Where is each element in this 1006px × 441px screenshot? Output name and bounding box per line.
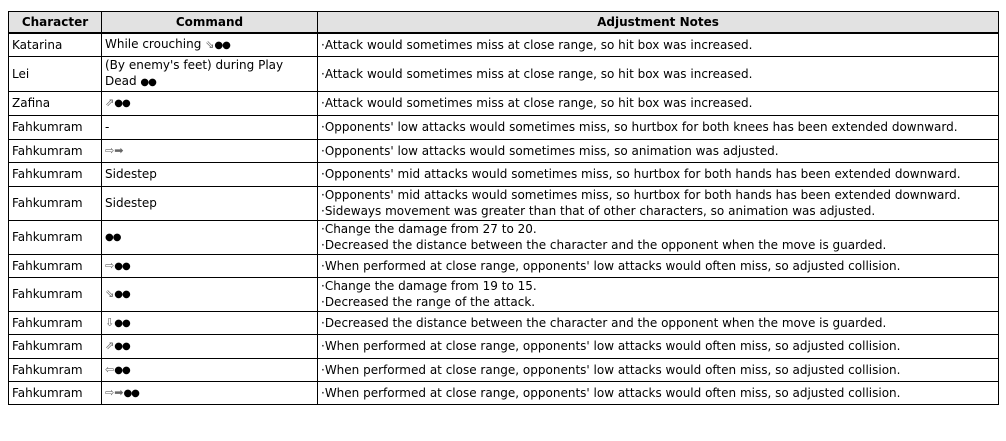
- table-row: [9, 334, 999, 358]
- adjustment-note: ·Opponents' mid attacks would sometimes miss, so hurtbox for both hands has been extended downward.: [321, 167, 961, 181]
- character-cell: Fahkumram: [9, 311, 102, 334]
- adjustment-notes-cell: [318, 186, 999, 220]
- left-kick-button-icon: ●●: [114, 289, 130, 300]
- down-forward-arrow-icon: ⇘: [205, 37, 215, 51]
- command-cell: [102, 358, 318, 381]
- adjustment-notes-cell: [318, 254, 999, 277]
- forward-arrow-icon: ⇨: [105, 258, 115, 272]
- character-cell: Fahkumram: [9, 381, 102, 404]
- command-cell: [102, 33, 318, 56]
- command-cell: [102, 56, 318, 91]
- down-arrow-icon: ⇩: [105, 315, 115, 329]
- command-notation: [140, 73, 155, 91]
- adjustment-notes-cell: [318, 33, 999, 56]
- character-cell: Fahkumram: [9, 220, 102, 254]
- table-row: [9, 381, 999, 404]
- forward-arrow-icon: ⇨: [105, 144, 115, 157]
- adjustment-table: [8, 11, 999, 405]
- command-notation: [105, 142, 123, 159]
- adjustment-notes-cell: [318, 334, 999, 358]
- command-notation: [105, 285, 130, 303]
- table-row: [9, 115, 999, 139]
- character-cell: Fahkumram: [9, 334, 102, 358]
- adjustment-notes-cell: [318, 358, 999, 381]
- adjustment-note: ·Change the damage from 19 to 15.: [321, 279, 537, 293]
- character-cell: Fahkumram: [9, 358, 102, 381]
- forward-hold-arrow-icon: ➡: [114, 385, 124, 399]
- adjustment-note: ·When performed at close range, opponents' low attacks would often miss, so adjusted collision.: [321, 339, 901, 353]
- command-cell: [102, 254, 318, 277]
- command-text: While crouching: [105, 36, 202, 51]
- character-cell: Fahkumram: [9, 115, 102, 139]
- header-command: Command: [102, 12, 318, 34]
- adjustment-note: ·Change the damage from 27 to 20.: [321, 222, 537, 236]
- command-cell: [102, 334, 318, 358]
- table-body: [9, 33, 999, 404]
- table-header-row: [9, 12, 999, 34]
- adjustment-notes-cell: [318, 277, 999, 311]
- command-text: Sidestep: [105, 196, 157, 210]
- adjustment-note: ·Decreased the distance between the character and the opponent when the move is guarded.: [321, 315, 887, 330]
- command-notation: [105, 228, 120, 246]
- adjustment-note: ·Opponents' mid attacks would sometimes miss, so hurtbox for both hands has been extended downward.: [321, 188, 961, 202]
- command-cell: [102, 381, 318, 404]
- header-character: Character: [9, 12, 102, 34]
- command-notation: [105, 384, 139, 402]
- down-forward-arrow-icon: ⇘: [105, 287, 115, 300]
- back-arrow-icon: ⇦: [105, 362, 115, 376]
- command-text: Sidestep: [105, 167, 157, 181]
- command-cell: [102, 220, 318, 254]
- adjustment-note: ·Attack would sometimes miss at close range, so hit box was increased.: [321, 96, 753, 110]
- table-row: [9, 186, 999, 220]
- command-text: -: [105, 120, 110, 134]
- adjustment-notes-cell: [318, 56, 999, 91]
- command-cell: [102, 277, 318, 311]
- command-cell: [102, 162, 318, 186]
- adjustment-notes-cell: [318, 311, 999, 334]
- table-row: [9, 91, 999, 115]
- adjustment-note: ·Opponents' low attacks would sometimes miss, so animation was adjusted.: [321, 143, 779, 158]
- adjustment-note: ·Attack would sometimes miss at close range, so hit box was increased.: [321, 37, 753, 52]
- forward-arrow-icon: ⇨: [105, 385, 115, 399]
- adjustment-note: ·Attack would sometimes miss at close range, so hit box was increased.: [321, 66, 753, 81]
- command-notation: [205, 36, 230, 54]
- right-punch-button-icon: ●●: [114, 260, 130, 272]
- adjustment-note: ·Sideways movement was greater than that of other characters, so animation was adjusted.: [321, 204, 876, 218]
- table-row: [9, 139, 999, 162]
- command-cell: [102, 311, 318, 334]
- both-kicks-button-icon: ●●: [114, 98, 130, 109]
- table-row: [9, 220, 999, 254]
- command-cell: [102, 91, 318, 115]
- both-punches-button-icon: ●●: [105, 232, 121, 243]
- command-cell: [102, 186, 318, 220]
- table-row: [9, 358, 999, 381]
- command-cell: [102, 115, 318, 139]
- command-notation: [105, 361, 130, 379]
- adjustment-notes-cell: [318, 381, 999, 404]
- character-cell: Fahkumram: [9, 162, 102, 186]
- table-row: [9, 56, 999, 91]
- adjustment-notes-cell: [318, 115, 999, 139]
- left-kick-button-icon: ●●: [214, 39, 230, 51]
- command-notation: [105, 257, 130, 275]
- character-cell: Fahkumram: [9, 139, 102, 162]
- right-punch-button-icon: ●●: [114, 317, 130, 329]
- right-kick-button-icon: ●●: [123, 387, 139, 399]
- table-row: [9, 162, 999, 186]
- command-cell: [102, 139, 318, 162]
- adjustment-note: ·When performed at close range, opponents' low attacks would often miss, so adjusted collision.: [321, 362, 901, 377]
- character-cell: Lei: [9, 56, 102, 91]
- command-notation: [105, 94, 130, 112]
- forward-hold-arrow-icon: ➡: [114, 144, 124, 157]
- left-kick-button-icon: ●●: [140, 76, 156, 88]
- up-forward-arrow-icon: ⇗: [105, 96, 115, 109]
- right-kick-button-icon: ●●: [114, 364, 130, 376]
- right-kick-button-icon: ●●: [114, 341, 130, 352]
- adjustment-note: ·When performed at close range, opponents' low attacks would often miss, so adjusted collision.: [321, 258, 901, 273]
- adjustment-note: ·Decreased the distance between the character and the opponent when the move is guarded.: [321, 238, 887, 252]
- adjustment-notes-cell: [318, 162, 999, 186]
- command-text: (By enemy's feet) during Play Dead: [105, 57, 284, 88]
- adjustment-notes-cell: [318, 91, 999, 115]
- header-adjustment-notes: Adjustment Notes: [318, 12, 999, 34]
- adjustment-notes-cell: [318, 139, 999, 162]
- character-cell: Fahkumram: [9, 277, 102, 311]
- character-cell: Fahkumram: [9, 186, 102, 220]
- adjustment-note: ·Opponents' low attacks would sometimes miss, so hurtbox for both knees has been extended downward.: [321, 120, 958, 134]
- table-row: [9, 254, 999, 277]
- patch-notes-page: [8, 11, 998, 405]
- adjustment-notes-cell: [318, 220, 999, 254]
- character-cell: Fahkumram: [9, 254, 102, 277]
- up-forward-arrow-icon: ⇗: [105, 339, 115, 352]
- table-row: [9, 311, 999, 334]
- table-row: [9, 33, 999, 56]
- adjustment-note: ·When performed at close range, opponents' low attacks would often miss, so adjusted collision.: [321, 385, 901, 400]
- character-cell: Katarina: [9, 33, 102, 56]
- adjustment-note: ·Decreased the range of the attack.: [321, 295, 536, 309]
- command-notation: [105, 314, 130, 332]
- command-notation: [105, 337, 130, 355]
- table-row: [9, 277, 999, 311]
- character-cell: Zafina: [9, 91, 102, 115]
